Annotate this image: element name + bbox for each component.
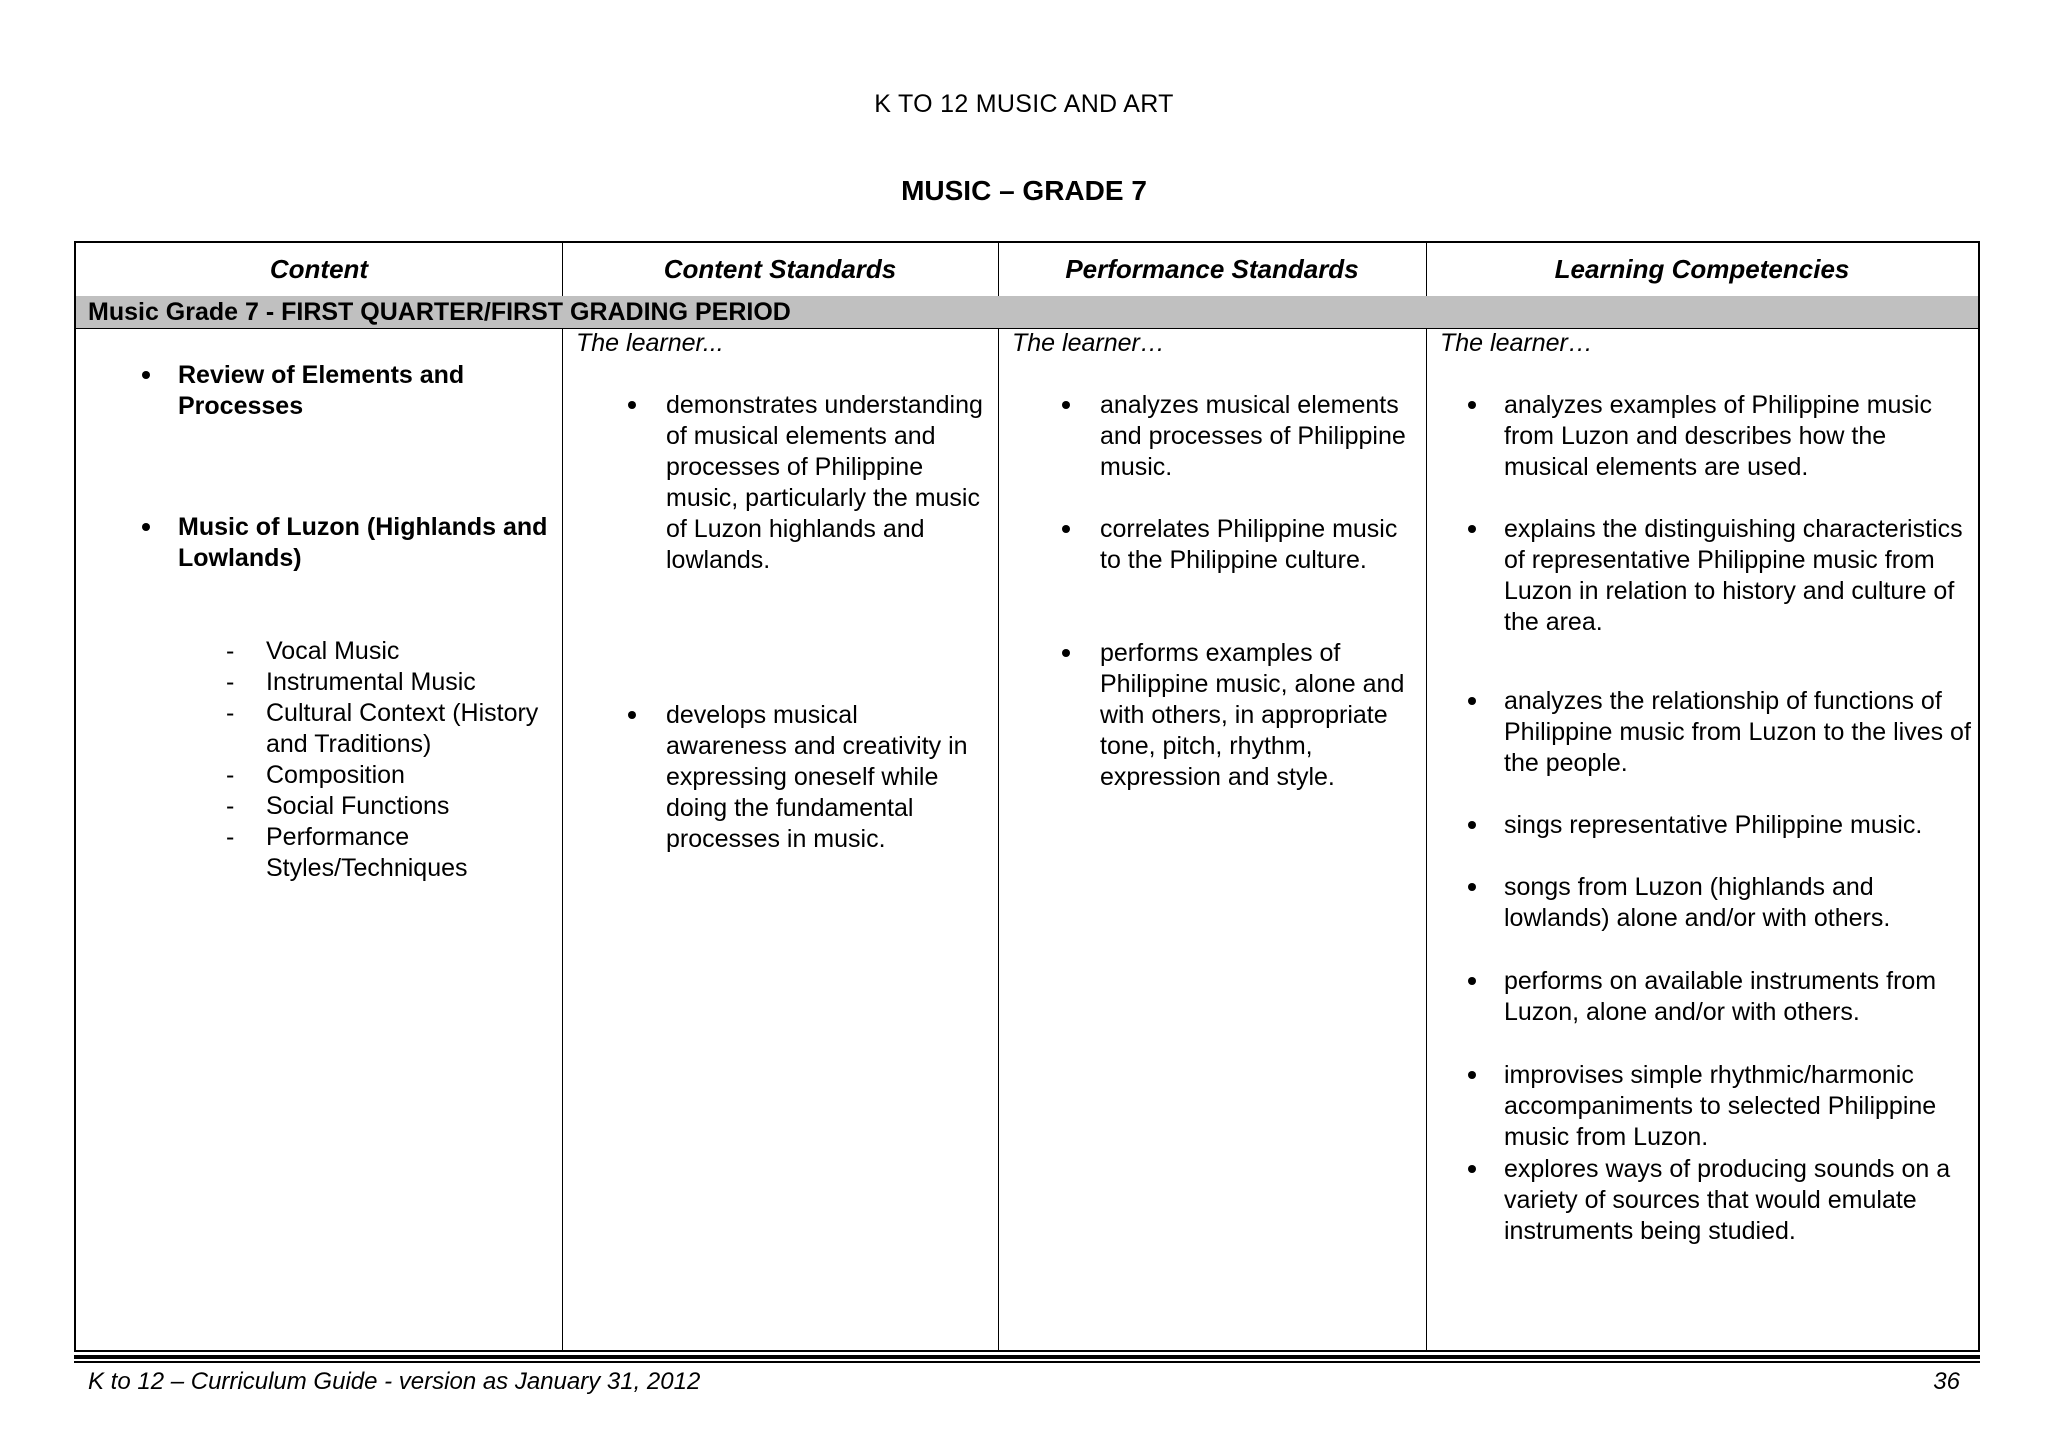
list-item: - Instrumental Music xyxy=(226,668,476,696)
list-item: - Composition xyxy=(226,761,405,789)
bullet-icon xyxy=(142,523,150,531)
list-item: - Social Functions xyxy=(226,792,450,820)
bullet-icon xyxy=(1468,1071,1476,1079)
list-item: - Performance Styles/Techniques xyxy=(226,823,468,882)
footer-rule xyxy=(74,1361,1980,1363)
bullet-icon xyxy=(1468,697,1476,705)
bullet-icon xyxy=(1468,401,1476,409)
list-item: performs examples of Philippine music, alone and with others, in appropriate tone, pitch, rhythm, expression and style. xyxy=(1100,638,1410,793)
bullet-icon xyxy=(1062,525,1070,533)
bullet-icon xyxy=(1468,883,1476,891)
intro-text: The learner… xyxy=(1440,329,1593,357)
list-item: improvises simple rhythmic/harmonic accompaniments to selected Philippine music from Luzon. xyxy=(1504,1060,1974,1153)
list-item: analyzes musical elements and processes of Philippine music. xyxy=(1100,390,1410,483)
footer-rule xyxy=(74,1355,1980,1359)
content-topic: Music of Luzon (Highlands and Lowlands) xyxy=(178,512,548,574)
list-item: explores ways of producing sounds on a variety of sources that would emulate instruments being studied. xyxy=(1504,1154,1974,1247)
list-item: performs on available instruments from Luzon, alone and/or with others. xyxy=(1504,966,1974,1028)
performance-standards-cell xyxy=(998,328,1426,1350)
page-title: MUSIC – GRADE 7 xyxy=(901,175,1147,206)
content-cell xyxy=(76,328,562,1350)
list-item: - Cultural Context (History and Traditions) xyxy=(226,699,539,758)
curriculum-table xyxy=(74,241,1980,1352)
header-content-standards: Content Standards xyxy=(663,254,897,284)
bullet-icon xyxy=(1468,977,1476,985)
header-performance-standards: Performance Standards xyxy=(1065,254,1359,284)
list-item: explains the distinguishing characteristics of representative Philippine music from Luzon in relation to history and culture of the area. xyxy=(1504,514,1974,638)
bullet-icon xyxy=(1062,401,1070,409)
footer-version: K to 12 – Curriculum Guide - version as January 31, 2012 xyxy=(88,1368,701,1395)
list-item: songs from Luzon (highlands and lowlands) alone and/or with others. xyxy=(1504,872,1974,934)
list-item: analyzes the relationship of functions of Philippine music from Luzon to the lives of the people. xyxy=(1504,686,1974,779)
intro-text: The learner... xyxy=(576,329,724,357)
bullet-icon xyxy=(628,711,636,719)
content-standards-cell xyxy=(562,328,998,1350)
bullet-icon xyxy=(1468,821,1476,829)
page-number: 36 xyxy=(1933,1368,1960,1395)
list-item: - Vocal Music xyxy=(226,637,400,665)
list-item: demonstrates understanding of musical elements and processes of Philippine music, particularly the music of Luzon highlands and lowlands. xyxy=(666,390,984,576)
bullet-icon xyxy=(628,401,636,409)
list-item: sings representative Philippine music. xyxy=(1504,810,1974,841)
bullet-icon xyxy=(1468,1165,1476,1173)
list-item: develops musical awareness and creativity in expressing oneself while doing the fundamental processes in music. xyxy=(666,700,984,855)
list-item: correlates Philippine music to the Philippine culture. xyxy=(1100,514,1410,576)
content-topic: Review of Elements and Processes xyxy=(178,360,548,422)
header-content: Content xyxy=(269,254,369,284)
header-learning-competencies: Learning Competencies xyxy=(1554,254,1850,284)
document-header: K TO 12 MUSIC AND ART xyxy=(874,90,1174,118)
intro-text: The learner… xyxy=(1012,329,1165,357)
bullet-icon xyxy=(1468,525,1476,533)
bullet-icon xyxy=(1062,649,1070,657)
bullet-icon xyxy=(142,371,150,379)
list-item: analyzes examples of Philippine music from Luzon and describes how the musical elements are used. xyxy=(1504,390,1974,483)
learning-competencies-cell xyxy=(1426,328,1978,1350)
subtopic-list xyxy=(226,636,556,884)
quarter-band: Music Grade 7 - FIRST QUARTER/FIRST GRADING PERIOD xyxy=(76,296,1978,328)
